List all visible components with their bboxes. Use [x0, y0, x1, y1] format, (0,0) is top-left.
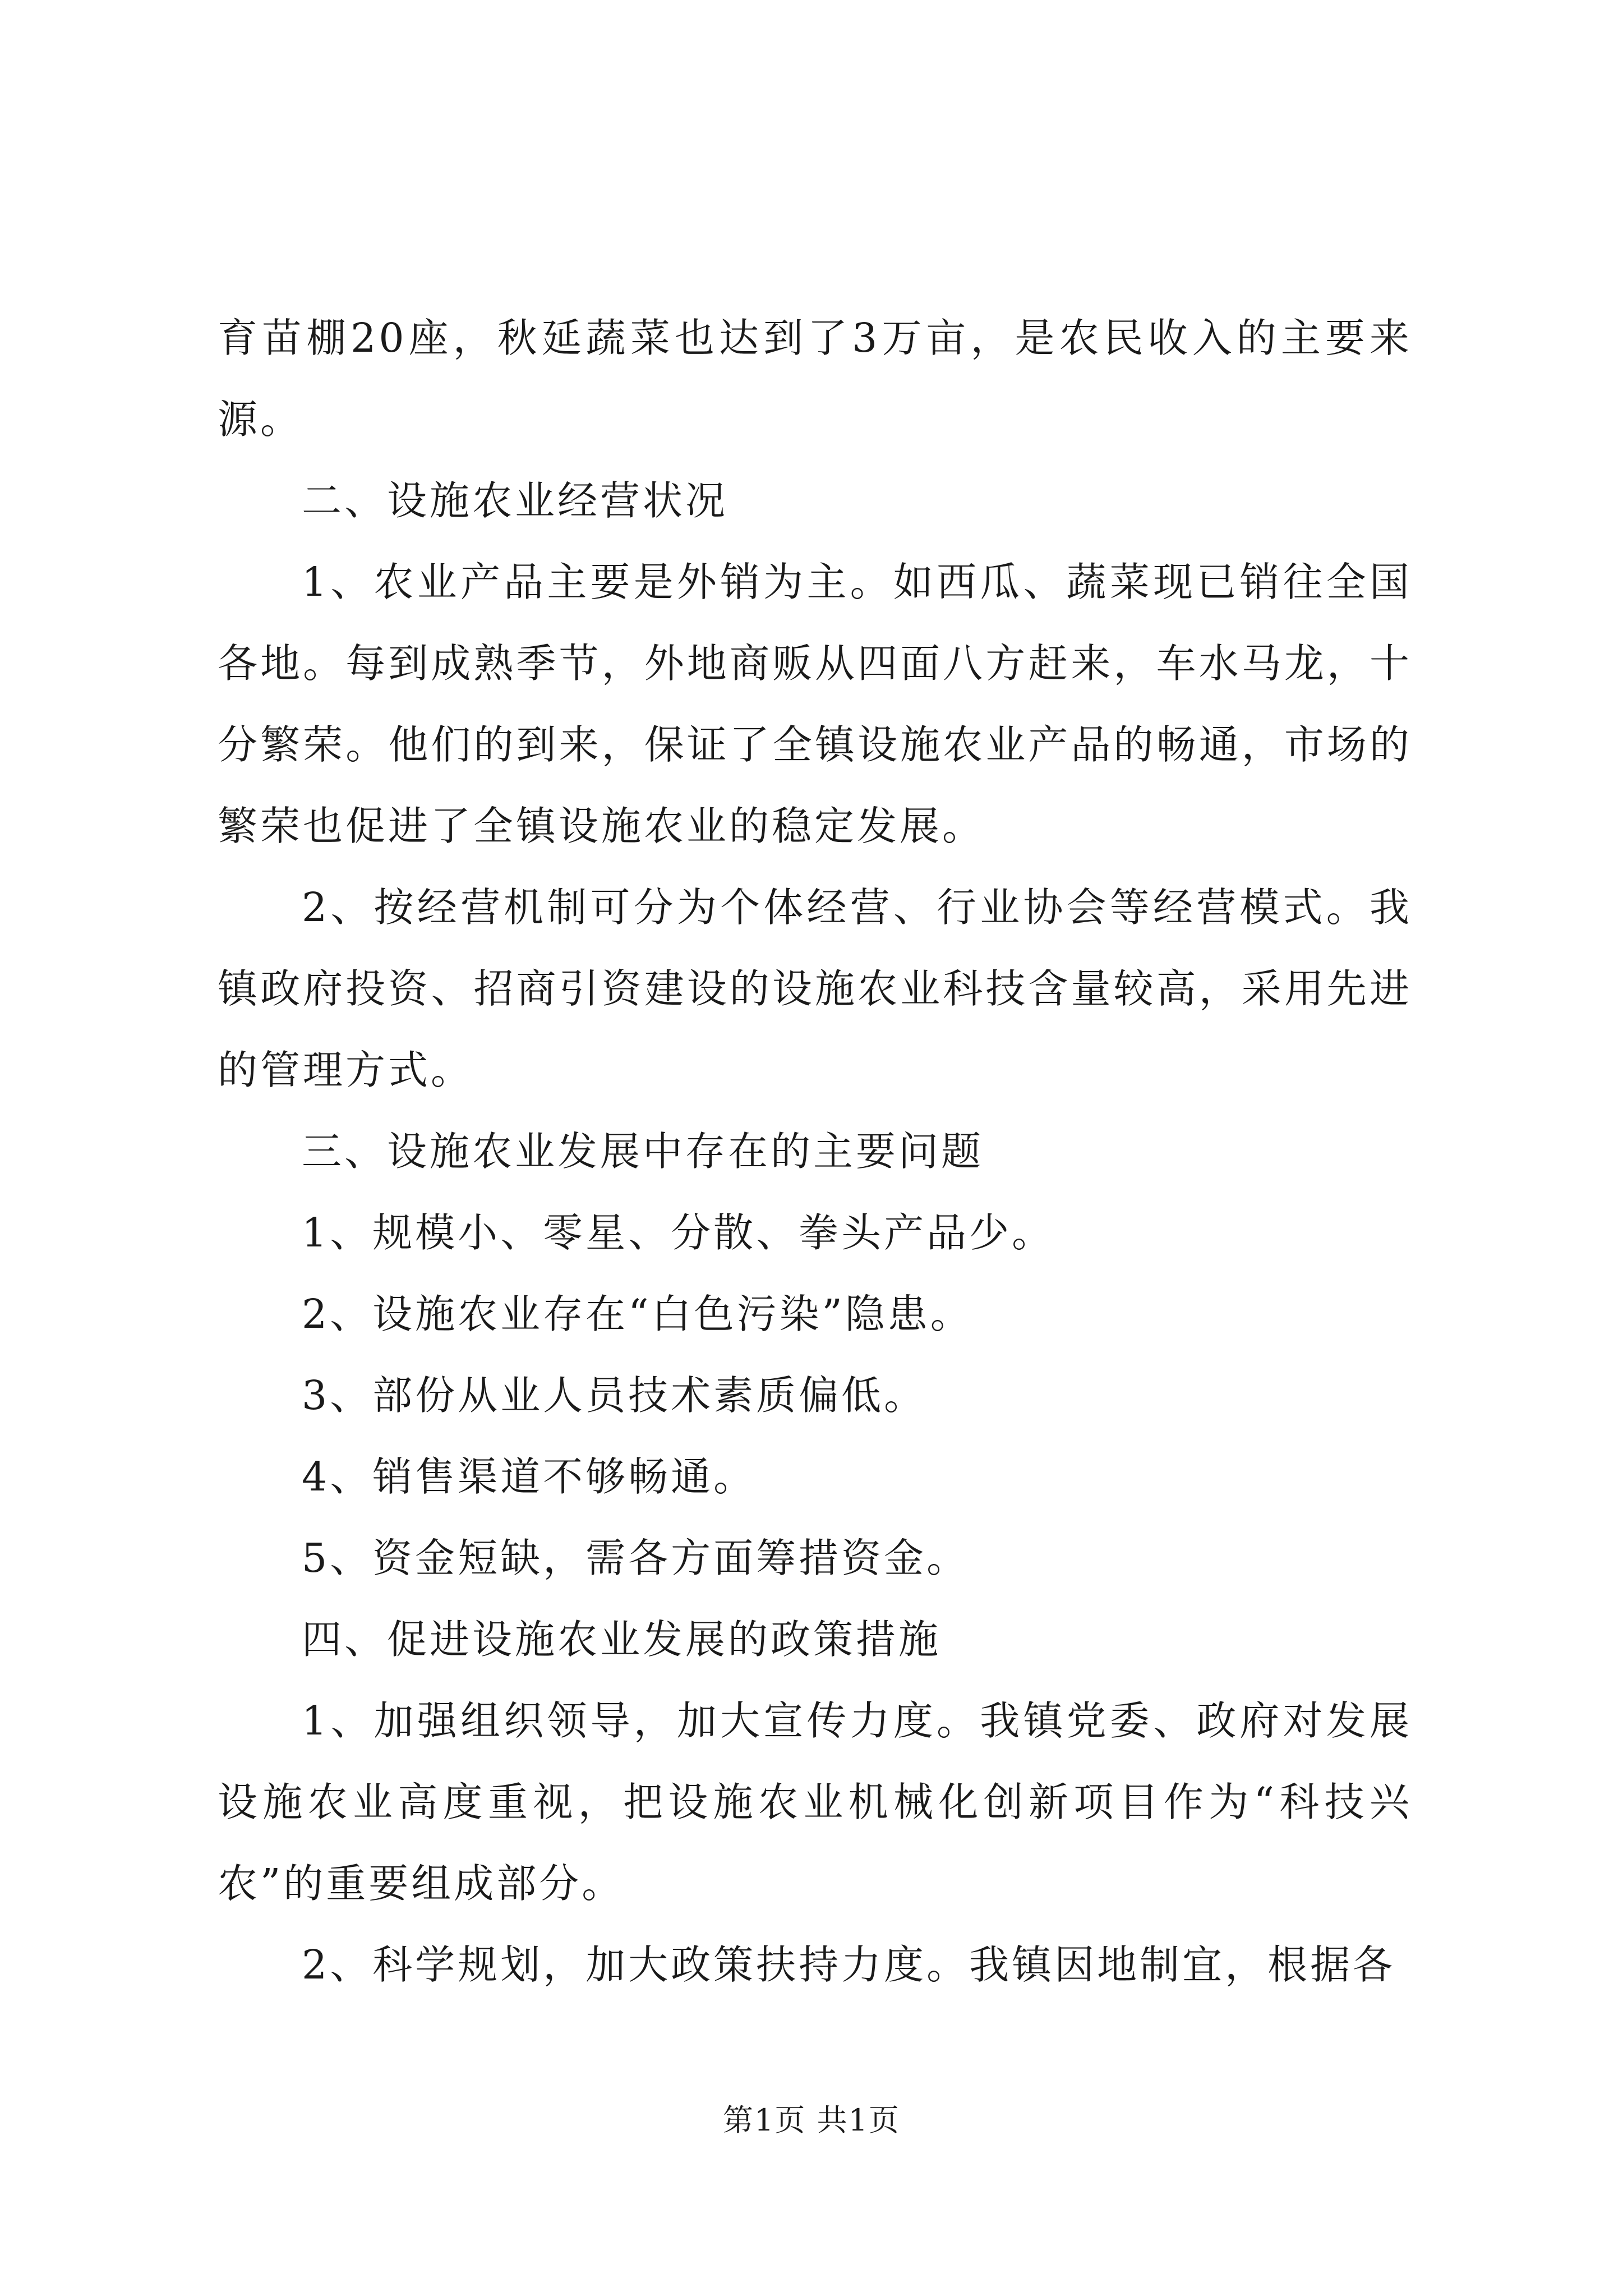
- list-item-3-4: 4、销售渠道不够畅通。: [302, 1453, 757, 1500]
- document-body: [218, 297, 1412, 2005]
- section-heading-2: 二、设施农业经营状况: [302, 477, 728, 524]
- paragraph-continuation: 育苗棚20座，秋延蔬菜也达到了3万亩，是农民收入的主要来源。: [218, 315, 1412, 443]
- list-item-3-1: 1、规模小、零星、分散、拳头产品少。: [302, 1209, 1055, 1256]
- paragraph-4-2: 2、科学规划，加大政策扶持力度。我镇因地制宜，根据各: [302, 1941, 1396, 1988]
- page-footer: 第1页 共1页: [723, 2102, 900, 2138]
- list-item-3-5: 5、资金短缺，需各方面筹措资金。: [302, 1535, 970, 1581]
- paragraph-2-2: 2、按经营机制可分为个体经营、行业协会等经营模式。我镇政府投资、招商引资建设的设施农业科技含量较高，采用先进的管理方式。: [218, 884, 1412, 1093]
- section-heading-3: 三、设施农业发展中存在的主要问题: [302, 1128, 984, 1175]
- section-heading-4: 四、促进设施农业发展的政策措施: [302, 1616, 942, 1663]
- paragraph-4-1: 1、加强组织领导，加大宣传力度。我镇党委、政府对发展设施农业高度重视，把设施农业机械化创新项目作为“科技兴农”的重要组成部分。: [218, 1697, 1412, 1907]
- list-item-3-2: 2、设施农业存在“白色污染”隐患。: [302, 1291, 973, 1337]
- paragraph-2-1: 1、农业产品主要是外销为主。如西瓜、蔬菜现已销往全国各地。每到成熟季节，外地商贩从四面八方赶来，车水马龙，十分繁荣。他们的到来，保证了全镇设施农业产品的畅通，市场的繁荣也促进了全镇设施农业的稳定发展。: [218, 559, 1412, 849]
- list-item-3-3: 3、部份从业人员技术素质偏低。: [302, 1372, 927, 1419]
